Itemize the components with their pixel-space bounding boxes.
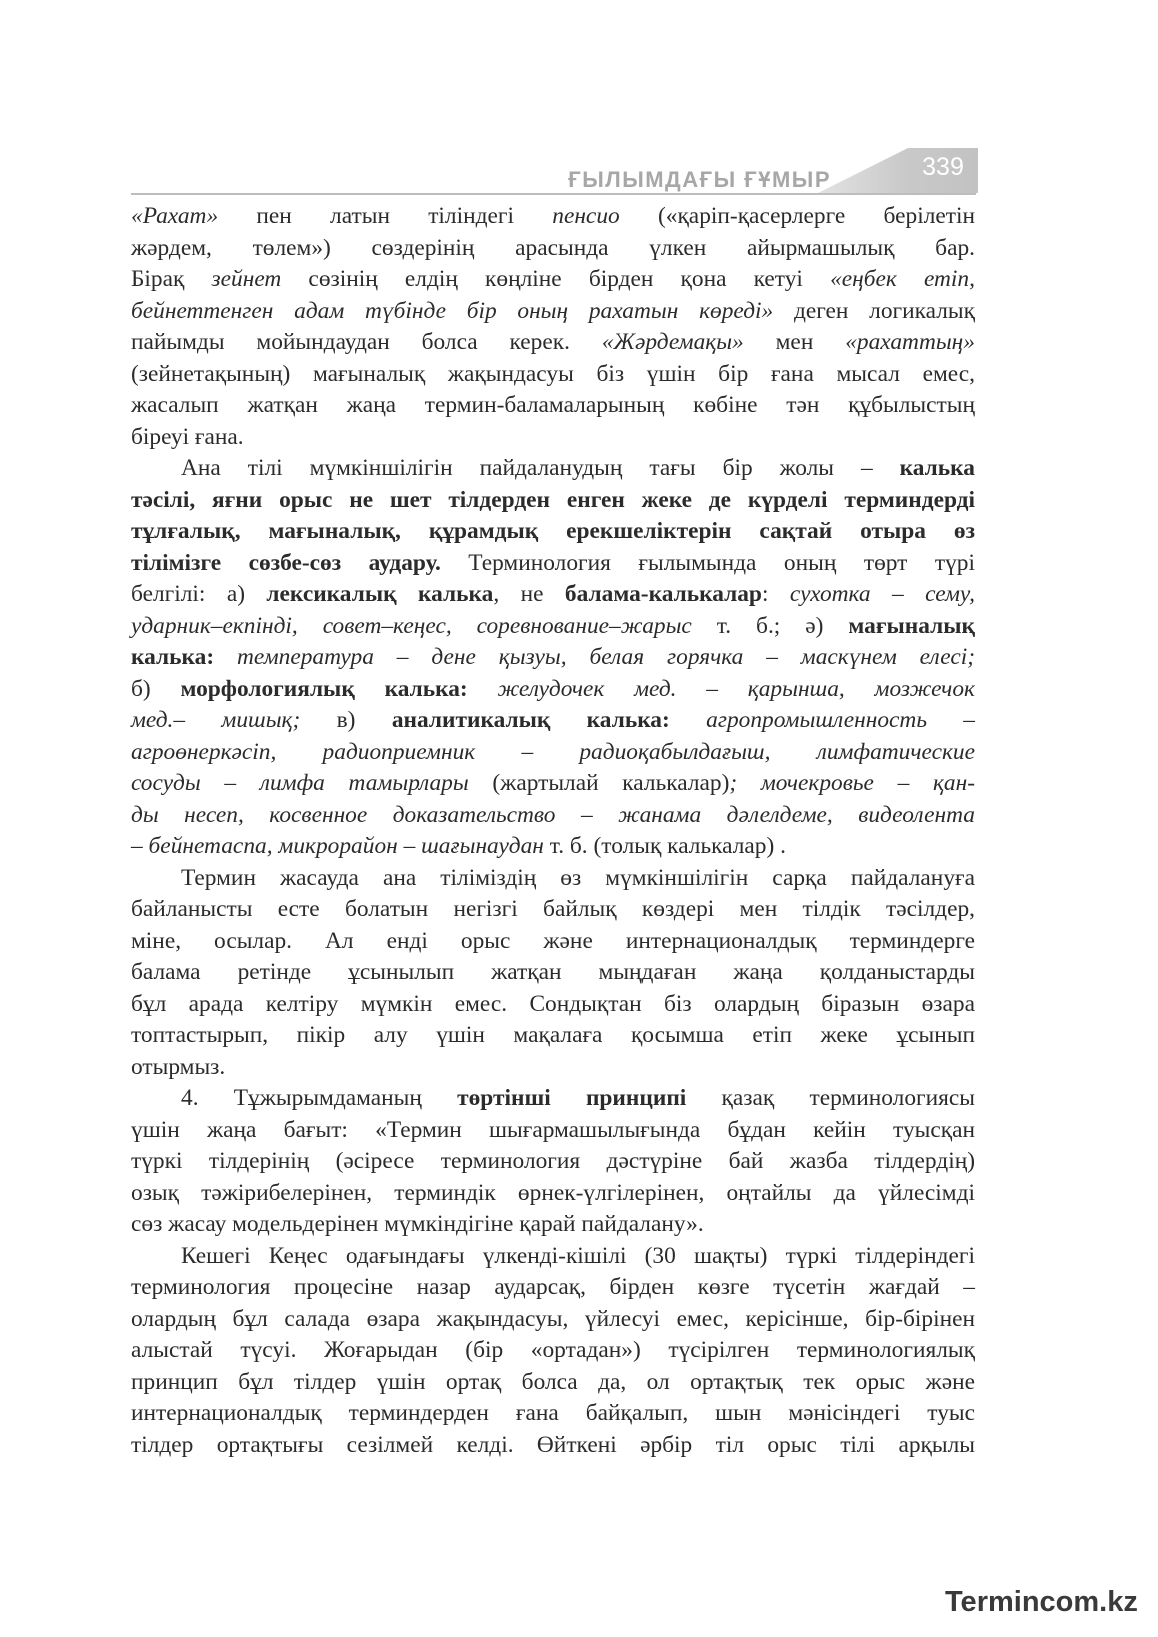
text-span: в) (300, 707, 392, 733)
page-header (0, 0, 1158, 200)
text-line (131, 1146, 975, 1178)
text-line (131, 1052, 975, 1084)
text-line (131, 201, 975, 233)
text-span: пайымды мойындаудан болса керек. (131, 329, 602, 355)
text-span: Кешегі Кеңес одағындағы үлкенді-кішілі (30 шақты) түркі тілдеріндегі (181, 1242, 975, 1269)
text-span: («қаріп-қасерлерге берілетін (619, 203, 975, 229)
bold-span: калька (899, 455, 975, 481)
italic-span: зейнет (211, 266, 282, 292)
text-span: деген логикалық (773, 297, 975, 324)
text-line (131, 1178, 975, 1210)
text-line (131, 737, 975, 769)
text-span: жәрдем, төлем») сөздерінің арасында үлкен айырмашылық бар. (131, 234, 975, 261)
text-span: алыстай түсуі. Жоғарыдан (бір «ортадан») түсірілген терминологиялық (131, 1337, 975, 1363)
italic-span: сосуды – лимфа тамырлары (131, 770, 469, 796)
bold-span: лексикалық калька (266, 581, 494, 607)
text-span: бұл арада келтіру мүмкін емес. Сондықтан біз олардың біразын өзара (131, 990, 975, 1017)
watermark-logo (945, 1580, 1138, 1624)
text-span: белгілі: а) (131, 581, 267, 607)
text-span (468, 676, 498, 702)
text-span: үшін жаңа бағыт: «Термин шығармашылығында бұдан кейін туысқан (131, 1116, 975, 1143)
text-span: терминология процесіне назар аударсақ, бірден көзге түсетін жағдай – (131, 1274, 975, 1300)
text-span: олардың бұл салада өзара жақындасуы, үйлесуі емес, керісінше, бір-бірінен (131, 1305, 975, 1332)
text-line (131, 359, 975, 391)
text-line (131, 1241, 975, 1273)
text-span: қазақ терминологиясы (686, 1085, 975, 1111)
text-line (131, 894, 975, 926)
bold-span: тілімізге сөзбе-сөз аудару. (131, 549, 441, 576)
italic-span: ды несеп, косвенное доказательство – жанама дәлелдеме, видеолента (131, 801, 975, 828)
text-span: , не (493, 581, 565, 607)
text-line (131, 674, 975, 706)
italic-span: ударник–екпінді, совет–кеңес, соревнование–жарыс (131, 612, 692, 639)
italic-span: агропромышленность – (706, 707, 975, 733)
text-line (131, 768, 975, 800)
text-span: балама ретінде ұсынылып жатқан мыңдаған жаңа қолданыстарды (131, 959, 975, 985)
text-span: мен (743, 329, 846, 355)
text-span: т. б. (толық калькалар) . (543, 833, 786, 859)
text-span (214, 644, 237, 670)
bold-span: морфологиялық калька: (180, 675, 468, 702)
text-span: Ана тілі мүмкіншілігін пайдаланудың тағы бір жолы – (181, 455, 900, 481)
italic-span: пенсио (552, 203, 620, 229)
text-line (131, 800, 975, 832)
paragraph (131, 453, 975, 863)
italic-span: ; мочекровье – қан- (729, 770, 975, 796)
body-text (131, 201, 975, 1461)
text-span: (жартылай калькалар) (468, 770, 730, 796)
text-line (131, 611, 975, 643)
text-line (131, 1272, 975, 1304)
paragraph (131, 201, 975, 453)
text-line (131, 642, 975, 674)
text-span: (зейнетақының) мағыналық жақындасуы біз үшін бір ғана мысал емес, (131, 360, 975, 387)
text-span: байланысты есте болатын негізгі байлық көздері мен тілдік тәсілдер, (131, 896, 975, 922)
text-span: сөз жасау модельдерінен мүмкіндігіне қарай пайдалану». (131, 1211, 704, 1237)
text-span: жасалып жатқан жаңа термин-баламаларының көбіне тән құбылыстың (131, 392, 975, 418)
text-line (131, 863, 975, 895)
text-line (131, 453, 975, 485)
watermark-text: Termincom.kz (945, 1586, 1138, 1618)
text-span: міне, осылар. Ал енді орыс және интернационалдық терминдерге (131, 927, 975, 954)
bold-span: аналитикалық калька: (391, 707, 670, 733)
text-span: сөзінің елдің көңліне бірден қона кетуі (281, 266, 831, 292)
text-line (131, 1083, 975, 1115)
italic-span: мед.– мишық; (131, 707, 301, 733)
italic-span: «еңбек етіп, (830, 266, 975, 292)
text-line (131, 327, 975, 359)
text-line (131, 1209, 975, 1241)
text-line (131, 1430, 975, 1462)
text-line (131, 516, 975, 548)
text-line (131, 989, 975, 1021)
italic-span: сухотка – сему, (789, 581, 975, 607)
text-line (131, 422, 975, 454)
text-span: біреуі ғана. (131, 423, 244, 450)
text-line (131, 296, 975, 328)
text-span: түркі тілдерінің (әсіресе терминология дәстүріне бай жазба тілдердің) (131, 1148, 975, 1174)
running-title: ҒЫЛЫМДАҒЫ ҒҰМЫР (568, 167, 831, 192)
text-span: пен латын тіліндегі (218, 203, 553, 229)
text-span: тілдер ортақтығы сезілмей келді. Өйткені әрбір тіл орыс тілі арқылы (131, 1431, 975, 1458)
paragraph (131, 863, 975, 1084)
text-line (131, 1020, 975, 1052)
italic-span: температура – дене қызуы, белая горячка – маскүнем елесі; (237, 644, 975, 670)
text-line (131, 1398, 975, 1430)
page-number: 339 (922, 153, 964, 181)
text-span: озық тәжірибелерінен, терминдік өрнек-үлгілерінен, оңтайлы да үйлесімді (131, 1179, 975, 1206)
text-line (131, 1115, 975, 1147)
text-span: отырмыз. (131, 1053, 226, 1080)
header-rule (131, 193, 976, 195)
text-span: принцип бұл тілдер үшін ортақ болса да, ол ортақтық тек орыс және (131, 1368, 975, 1395)
text-span: 4. Тұжырымдаманың (181, 1085, 458, 1111)
text-span (670, 707, 706, 733)
italic-span: агроөнеркәсіп, радиоприемник – радиоқабылдағыш, лимфатические (131, 738, 975, 765)
text-line (131, 390, 975, 422)
bold-span: мағыналық (848, 612, 975, 639)
italic-span: «Рахат» (131, 203, 219, 229)
text-line (131, 957, 975, 989)
text-span: топтастырып, пікір алу үшін мақалаға қосымша етіп жеке ұсынып (131, 1022, 975, 1048)
bold-span: төртінші принципі (457, 1085, 687, 1111)
text-line (131, 548, 975, 580)
text-span: Бірақ (131, 266, 212, 292)
paragraph (131, 1083, 975, 1241)
text-line (131, 485, 975, 517)
text-line (131, 1335, 975, 1367)
text-span: : (761, 581, 790, 607)
text-span: т. б.; ә) (691, 612, 849, 639)
bold-span: тәсілі, яғни орыс не шет тілдерден енген жеке де күрделі терминдерді (131, 486, 975, 513)
text-line (131, 1304, 975, 1336)
italic-span: «рахаттың» (845, 329, 975, 355)
bold-span: калька: (131, 644, 215, 670)
text-line (131, 264, 975, 296)
text-span: Термин жасауда ана тіліміздің өз мүмкіншілігін сарқа пайдалануға (181, 864, 975, 891)
bold-span: тұлғалық, мағыналық, құрамдық ерекшеліктерін сақтай отыра өз (131, 518, 975, 544)
bold-span: балама-калькалар (564, 581, 762, 607)
text-span: Терминология ғылымында оның төрт түрі (440, 549, 975, 576)
text-line (131, 831, 975, 863)
paragraph (131, 1241, 975, 1462)
text-line (131, 705, 975, 737)
text-span: интернационалдық терминдерден ғана байқалып, шын мәнісіндегі туыс (131, 1400, 975, 1426)
italic-span: «Жәрдемақы» (601, 329, 744, 355)
italic-span: бейнеттенген адам түбінде бір оның рахатын көреді» (131, 297, 774, 324)
italic-span: желудочек мед. – қарынша, мозжечок (497, 675, 975, 702)
text-line (131, 926, 975, 958)
text-line (131, 233, 975, 265)
text-span: б) (131, 675, 181, 702)
italic-span: – бейнетаспа, микрорайон – шағынаудан (131, 833, 544, 859)
text-line (131, 1367, 975, 1399)
text-line (131, 579, 975, 611)
